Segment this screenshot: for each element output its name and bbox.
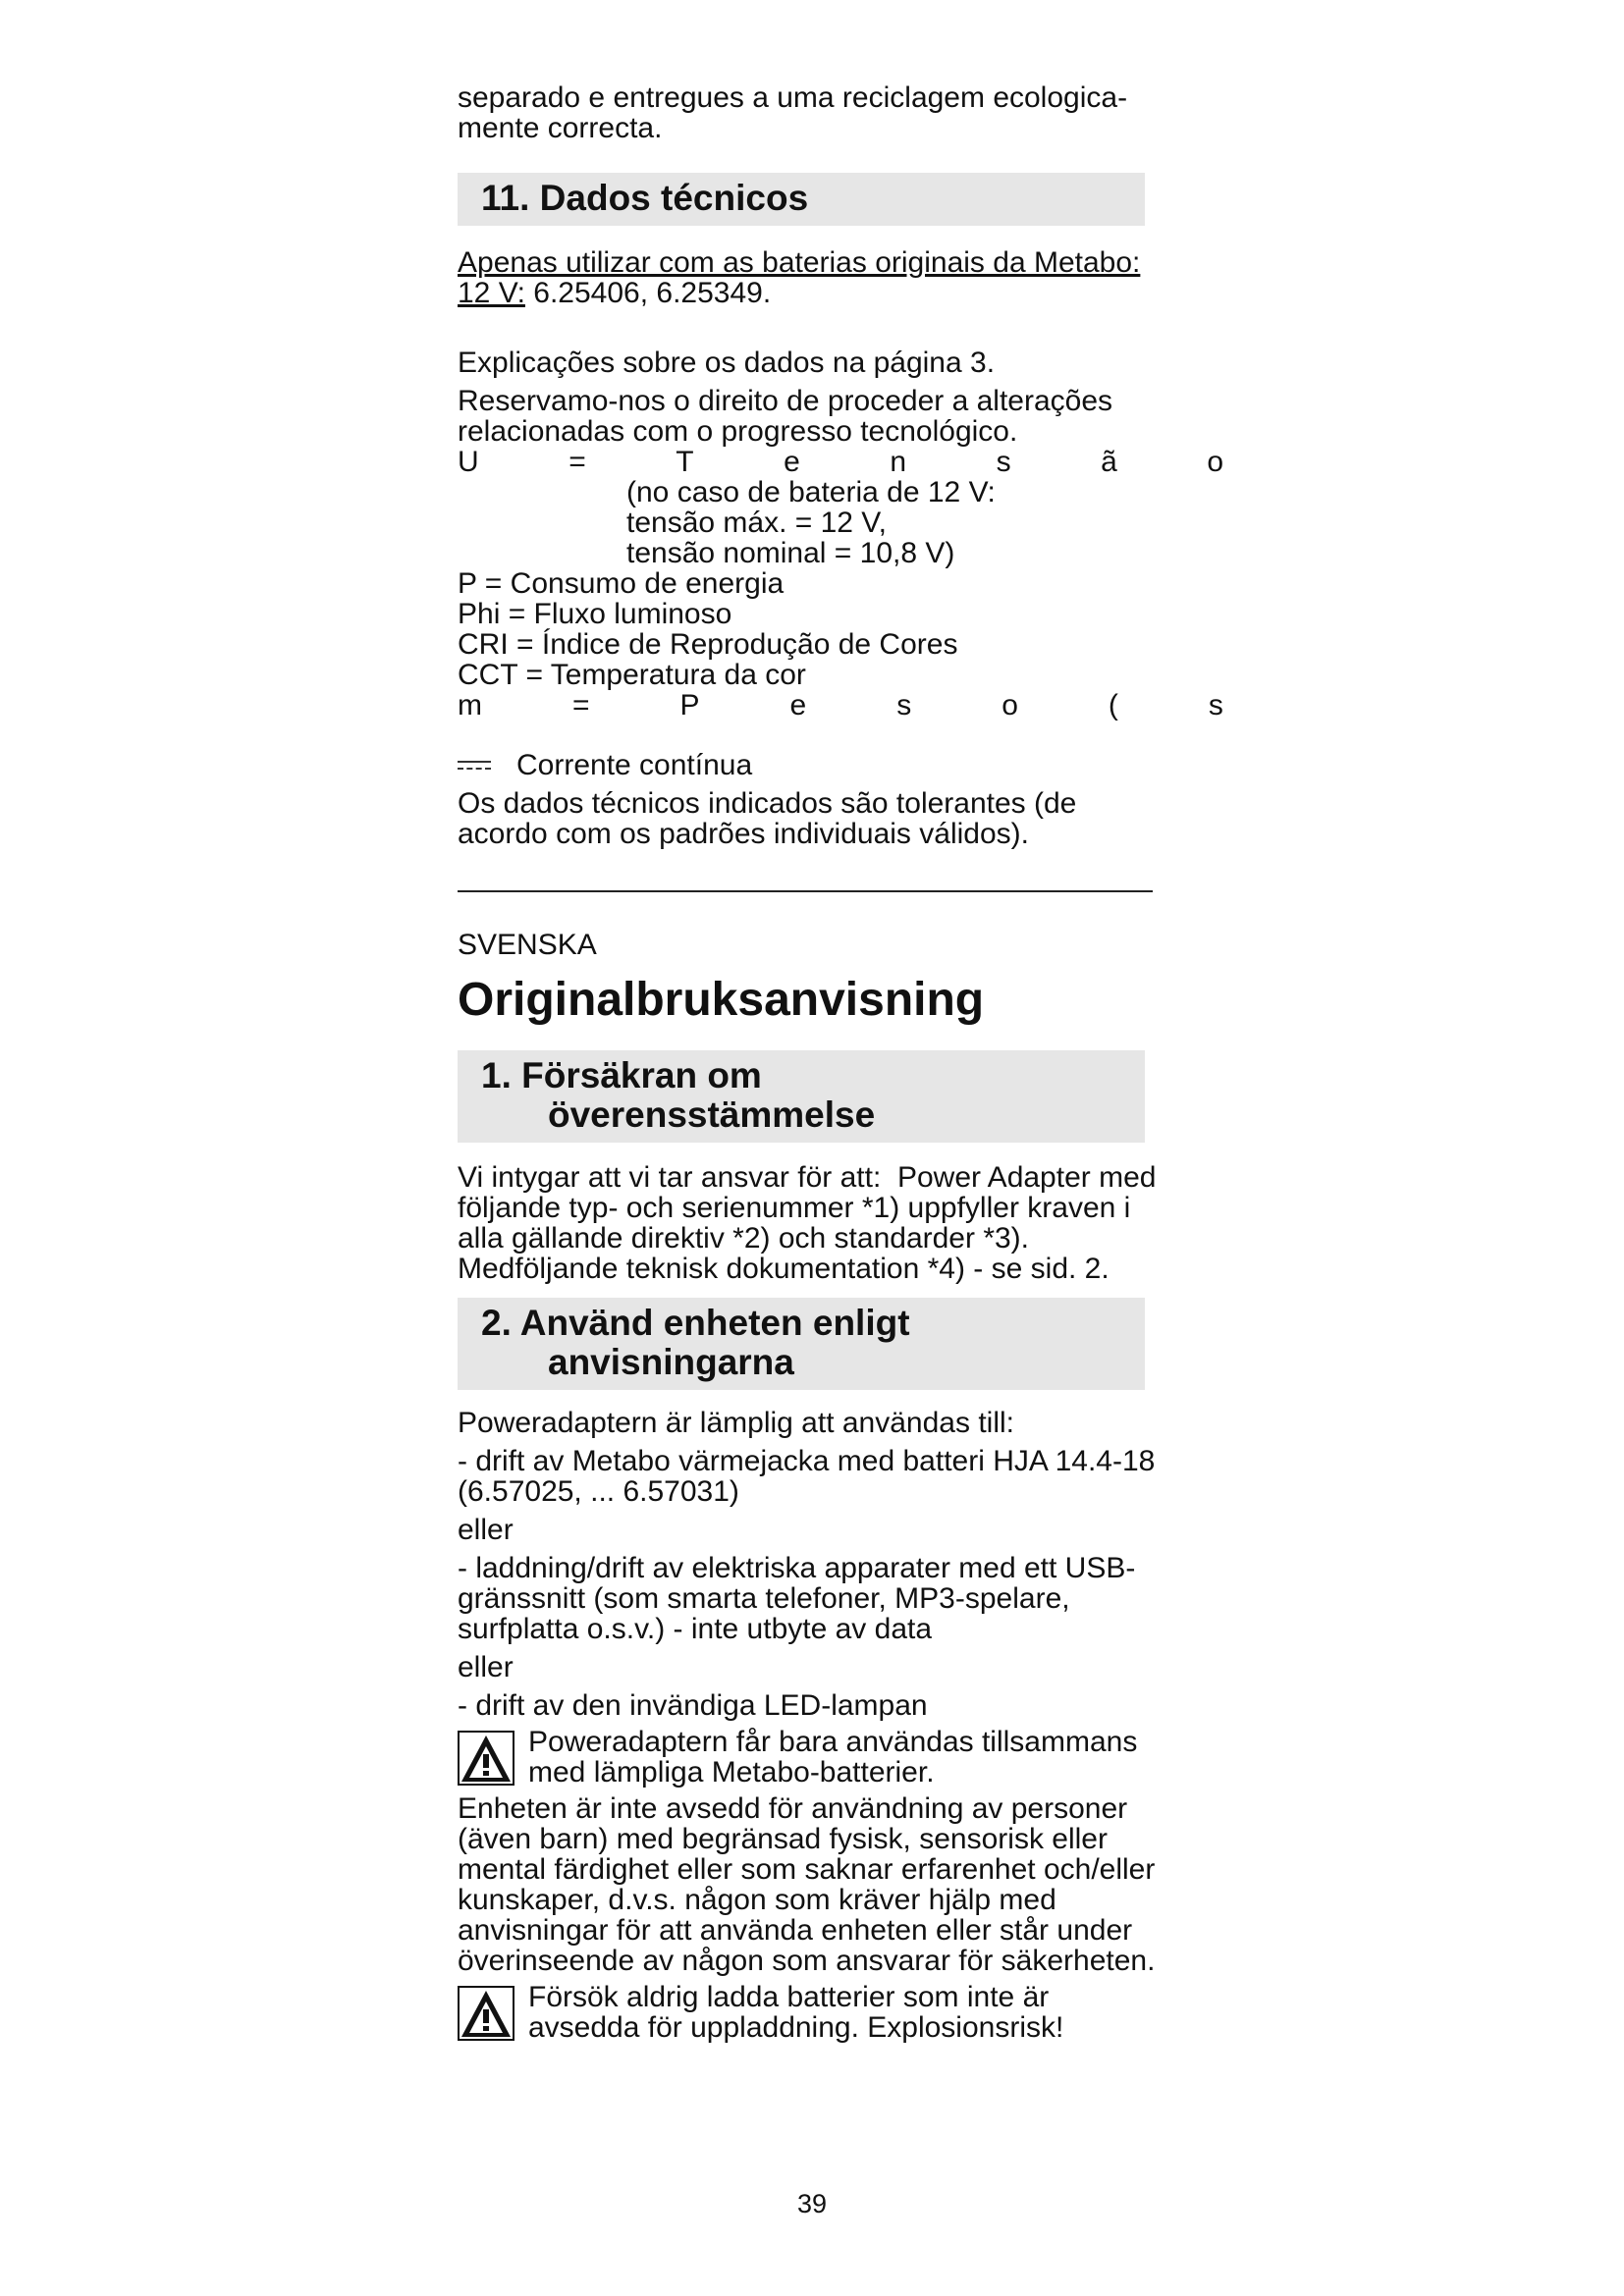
declaration-line-2: följande typ- och serienummer *1) uppfyller kraven i (458, 1192, 1131, 1224)
use-intro: Poweradaptern är lämplig att användas till: (458, 1407, 1014, 1439)
document-title: Originalbruksanvisning (458, 974, 985, 1026)
p-definition: P = Consumo de energia (458, 567, 785, 600)
m-definition-spread (458, 690, 1223, 721)
m-char: = (572, 689, 590, 721)
section-2-title-line-2: anvisningarna (548, 1342, 794, 1382)
use-item-2-line-2: gränssnitt (som smarta telefoner, MP3-spelare, (458, 1582, 1070, 1615)
u-char: ã (1101, 446, 1117, 478)
notice-line-3: mental färdighet eller som saknar erfarenhet och/eller (458, 1853, 1156, 1886)
warning-1-line-2: med lämpliga Metabo-batterier. (528, 1756, 935, 1789)
use-item-2-line-3: surfplatta o.s.v.) - inte utbyte av data (458, 1613, 933, 1645)
batteries-line-2 (458, 278, 1233, 308)
u-detail-line-2: tensão máx. = 12 V, (626, 507, 887, 539)
dc-label: Corrente contínua (516, 749, 753, 781)
explanations-text: Explicações sobre os dados na página 3. (458, 347, 996, 379)
declaration-line-1: Vi intygar att vi tar ansvar för att: Power Adapter med (458, 1161, 1157, 1194)
tolerance-line-2: acordo com os padrões individuais válidos). (458, 818, 1029, 850)
section-1-heading (458, 1050, 1145, 1143)
or-text: eller (458, 1651, 514, 1683)
or-text: eller (458, 1514, 514, 1546)
m-char: s (1208, 689, 1223, 721)
notice-line-1: Enheten är inte avsedd för användning av personer (458, 1792, 1128, 1825)
u-char: o (1207, 446, 1223, 478)
u-detail-line-1: (no caso de bateria de 12 V: (626, 476, 996, 508)
reservation-line-1: Reservamo-nos o direito de proceder a alterações (458, 385, 1113, 417)
intro-line-2: mente correcta. (458, 112, 663, 144)
reservation-line-2: relacionadas com o progresso tecnológico. (458, 415, 1018, 448)
section-2-title-line-1: 2. Använd enheten enligt (481, 1303, 910, 1343)
notice-line-2: (även barn) med begränsad fysisk, sensorisk eller (458, 1823, 1108, 1855)
u-char: n (890, 446, 907, 478)
batteries-line-1: Apenas utilizar com as baterias originais da Metabo: (458, 246, 1141, 279)
u-definition-spread (458, 447, 1223, 477)
use-item-3: - drift av den invändiga LED-lampan (458, 1689, 928, 1722)
phi-definition: Phi = Fluxo luminoso (458, 598, 732, 630)
declaration-line-4: Medföljande teknisk dokumentation *4) - se sid. 2. (458, 1253, 1110, 1285)
language-label: SVENSKA (458, 929, 597, 961)
direct-current-icon (458, 759, 491, 773)
batteries-voltage-values: 6.25406, 6.25349. (524, 277, 772, 309)
section-2-heading (458, 1298, 1145, 1390)
section-11-title: 11. Dados técnicos (481, 178, 809, 218)
dc-row (458, 750, 1233, 780)
cri-definition: CRI = Índice de Reprodução de Cores (458, 628, 958, 661)
warning-block-2 (458, 1982, 1233, 2043)
warning-triangle-icon (458, 1731, 514, 1786)
u-char: U (458, 446, 479, 478)
page-column (458, 82, 1233, 2043)
warning-block-1 (458, 1727, 1233, 1788)
u-char: T (676, 446, 694, 478)
m-char: P (679, 689, 700, 721)
warning-1-line-1: Poweradaptern får bara användas tillsammans (528, 1726, 1138, 1758)
section-1-title-line-1: 1. Försäkran om (481, 1055, 762, 1095)
use-item-2-line-1: - laddning/drift av elektriska apparater med ett USB- (458, 1552, 1136, 1584)
use-item-1-line-2: (6.57025, ... 6.57031) (458, 1475, 739, 1508)
tolerance-line-1: Os dados técnicos indicados são tolerantes (de (458, 787, 1077, 820)
page-number: 39 (796, 2189, 828, 2218)
declaration-line-3: alla gällande direktiv *2) och standarder *3). (458, 1222, 1029, 1255)
warning-2-line-2: avsedda för uppladdning. Explosionsrisk! (528, 2011, 1064, 2044)
u-char: = (568, 446, 586, 478)
notice-line-5: anvisningar för att använda enheten eller står under (458, 1914, 1133, 1947)
m-char: s (896, 689, 912, 721)
batteries-voltage-label: 12 V: (458, 277, 525, 309)
u-char: s (996, 446, 1011, 478)
m-char: e (789, 689, 807, 721)
cct-definition: CCT = Temperatura da cor (458, 659, 806, 691)
intro-line-1: separado e entregues a uma reciclagem ecologica- (458, 81, 1128, 114)
u-detail-line-3: tensão nominal = 10,8 V) (626, 537, 955, 569)
notice-line-6: överinseende av någon som ansvarar för säkerheten. (458, 1945, 1156, 1977)
section-1-title-line-2: överensstämmelse (548, 1095, 876, 1135)
use-item-1-line-1: - drift av Metabo värmejacka med batteri HJA 14.4-18 (458, 1445, 1156, 1477)
notice-line-4: kunskaper, d.v.s. någon som kräver hjälp med (458, 1884, 1056, 1916)
m-char: m (458, 689, 482, 721)
u-char: e (784, 446, 800, 478)
m-char: ( (1108, 689, 1118, 721)
warning-2-line-1: Försök aldrig ladda batterier som inte är (528, 1981, 1050, 2013)
m-char: o (1001, 689, 1018, 721)
section-11-heading (458, 173, 1145, 226)
warning-triangle-icon (458, 1986, 514, 2041)
